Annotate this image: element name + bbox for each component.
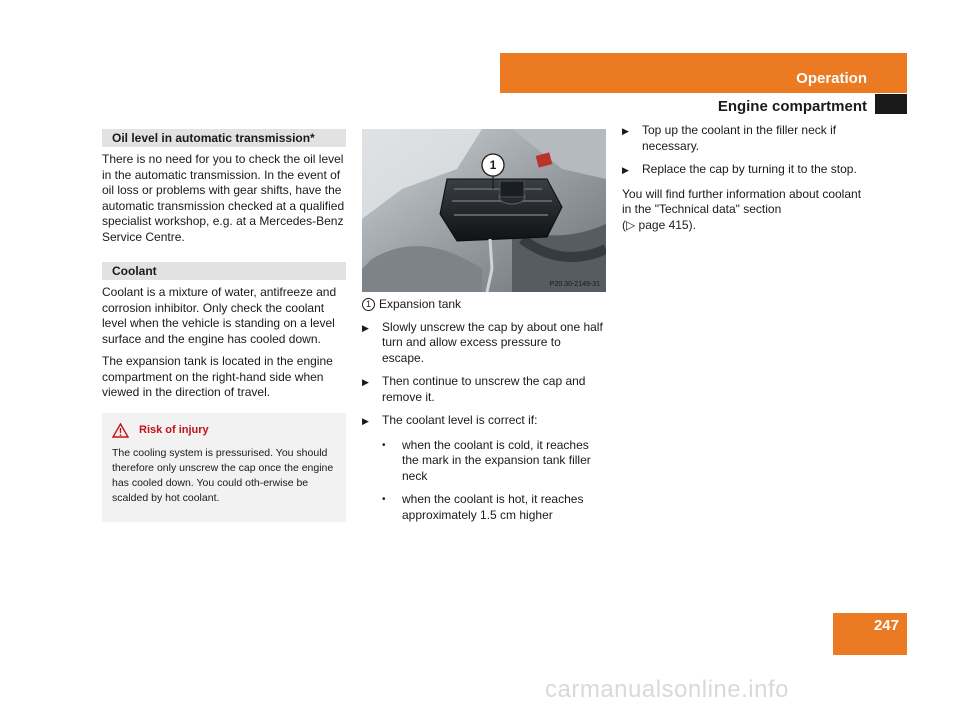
step-arrow-icon: ▶ (362, 416, 369, 426)
photo-callout-number: 1 (489, 158, 497, 172)
step-item (362, 413, 606, 430)
bullet-item (362, 438, 606, 485)
oil-level-heading: Oil level in automatic transmission* (102, 129, 346, 147)
photo-code: P20.30-2149-31 (549, 281, 600, 288)
warning-triangle-icon (112, 423, 129, 438)
warning-title: Risk of injury (139, 423, 209, 436)
warning-box (102, 413, 346, 523)
warning-text: The cooling system is pressurised. You should therefore only unscrew the cap once the engine has cooled down. You could oth-erwise be scalded by hot coolant. (112, 447, 334, 504)
step-item (362, 374, 606, 405)
step-arrow-icon: ▶ (362, 322, 369, 333)
bullet-item (362, 492, 606, 523)
bullet-dot-icon: • (382, 494, 386, 505)
step-arrow-icon: ▶ (622, 126, 629, 136)
coolant-text-1: Coolant is a mixture of water, antifreeze and corrosion inhibitor. Only check the coolant level when the vehicle is standing on a level surface and the engine has cooled down. (102, 285, 337, 346)
info-text (622, 187, 866, 234)
expansion-tank-photo (362, 129, 606, 292)
bullet-text: when the coolant is cold, it reaches the mark in the expansion tank filler neck (402, 437, 591, 483)
step-arrow-icon: ▶ (622, 165, 629, 175)
figure-caption (362, 297, 606, 313)
caption-text: Expansion tank (379, 297, 462, 311)
section-title: Operation (796, 70, 867, 87)
step-item (622, 162, 866, 179)
step-item (622, 123, 866, 154)
step-text: Then continue to unscrew the cap and remove it. (382, 374, 586, 404)
step-text: Slowly unscrew the cap by about one half turn and allow excess pressure to escape. (382, 319, 603, 365)
right-column (622, 123, 866, 233)
left-column (102, 129, 346, 522)
caption-number: 1 (362, 298, 375, 311)
info-text-body: You will find further information about coolant in the "Technical data" section (622, 186, 862, 216)
step-arrow-icon: ▶ (362, 377, 369, 387)
step-item (362, 320, 606, 367)
page-reference-link[interactable]: (▷ page 415). (622, 217, 696, 232)
chapter-title: Engine compartment (717, 98, 867, 115)
header-marker (875, 94, 907, 114)
oil-level-text: There is no need for you to check the oil level in the automatic transmission. In the event of oil loss or problems with gear shifts, have the automatic transmission checked at a qualified specialist workshop, e.g. at a Mercedes-Benz Service Centre. (102, 152, 345, 244)
watermark: carmanualsonline.info (545, 676, 789, 703)
coolant-heading: Coolant (102, 262, 346, 280)
coolant-text-2: The expansion tank is located in the engine compartment on the right-hand side when viewed in the direction of travel. (102, 354, 333, 399)
bullet-text: when the coolant is hot, it reaches approximately 1.5 cm higher (402, 492, 584, 522)
warning-header (112, 423, 336, 439)
step-text: Replace the cap by turning it to the stop. (642, 162, 857, 176)
bullet-dot-icon: • (382, 439, 386, 451)
middle-column (362, 129, 606, 531)
step-text: The coolant level is correct if: (382, 413, 538, 427)
step-text: Top up the coolant in the filler neck if necessary. (642, 123, 837, 153)
page-number: 247 (873, 617, 899, 634)
